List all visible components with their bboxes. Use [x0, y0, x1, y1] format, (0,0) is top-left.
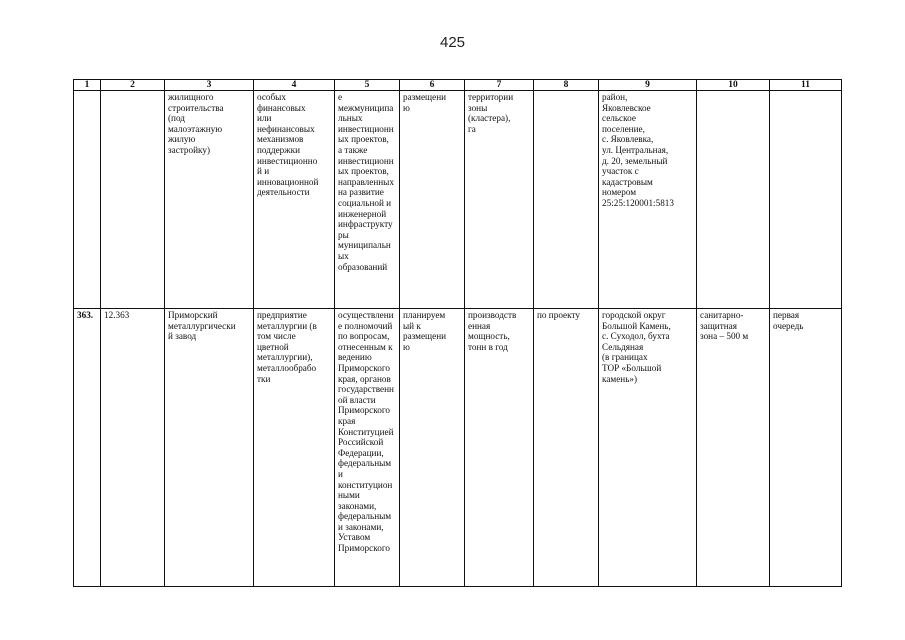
page-number: 425	[439, 34, 466, 51]
location-cell: городской округ Большой Камень, с. Суходол, бухта Сельдяная (в границах ТОР «Большой камень»)	[599, 309, 697, 587]
column-header: 5	[335, 80, 400, 91]
object-purpose: предприятие металлургии (в том числе цветной металлургии), металлообрабо тки	[254, 309, 335, 587]
column-header: 2	[101, 80, 165, 91]
column-header: 3	[165, 80, 254, 91]
table-row-continuation	[74, 91, 842, 309]
zone-cell: санитарно- защитная зона – 500 м	[697, 309, 770, 587]
object-name: Приморский металлургически й завод	[165, 309, 254, 587]
table-cell: особых финансовых или нефинансовых механизмов поддержки инвестиционно й и инновационной деятельности	[254, 91, 335, 309]
data-table	[73, 79, 842, 587]
table-cell: район, Яковлевское сельское поселение, с. Яковлевка, ул. Центральная, д. 20, земельный участок с кадастровым номером 25:25:120001:5813	[599, 91, 697, 309]
table-cell	[697, 91, 770, 309]
column-header: 10	[697, 80, 770, 91]
column-header: 6	[400, 80, 465, 91]
table-cell	[534, 91, 599, 309]
table-cell: е межмуниципа льных инвестиционн ых проектов, а также инвестиционн ых проектов, направленных на развитие социальной и инженерной инфраструкту ры муниципальн ых образований	[335, 91, 400, 309]
value-cell: по проекту	[534, 309, 599, 587]
status-cell: планируем ый к размещени ю	[400, 309, 465, 587]
table-cell: жилищного строительства (под малоэтажную жилую застройку)	[165, 91, 254, 309]
stage-cell: первая очередь	[770, 309, 842, 587]
table-cell: размещени ю	[400, 91, 465, 309]
header-row	[74, 80, 842, 91]
row-code: 12.363	[101, 309, 165, 587]
table-cell	[101, 91, 165, 309]
column-header: 7	[465, 80, 534, 91]
table-cell	[770, 91, 842, 309]
basis-cell: осуществлени е полномочий по вопросам, отнесенным к ведению Приморского края, органов государственн ой власти Приморского края Конституцией Российской Федерации, федеральным и конституцион ными законами, федеральным и законами, Уставом Приморского	[335, 309, 400, 587]
column-header: 4	[254, 80, 335, 91]
column-header: 11	[770, 80, 842, 91]
table-cell: территории зоны (кластера), га	[465, 91, 534, 309]
row-number: 363.	[74, 309, 101, 587]
column-header: 8	[534, 80, 599, 91]
column-header: 1	[74, 80, 101, 91]
table-cell	[74, 91, 101, 309]
column-header: 9	[599, 80, 697, 91]
table-row-363	[74, 309, 842, 587]
characteristic-cell: производств енная мощность, тонн в год	[465, 309, 534, 587]
